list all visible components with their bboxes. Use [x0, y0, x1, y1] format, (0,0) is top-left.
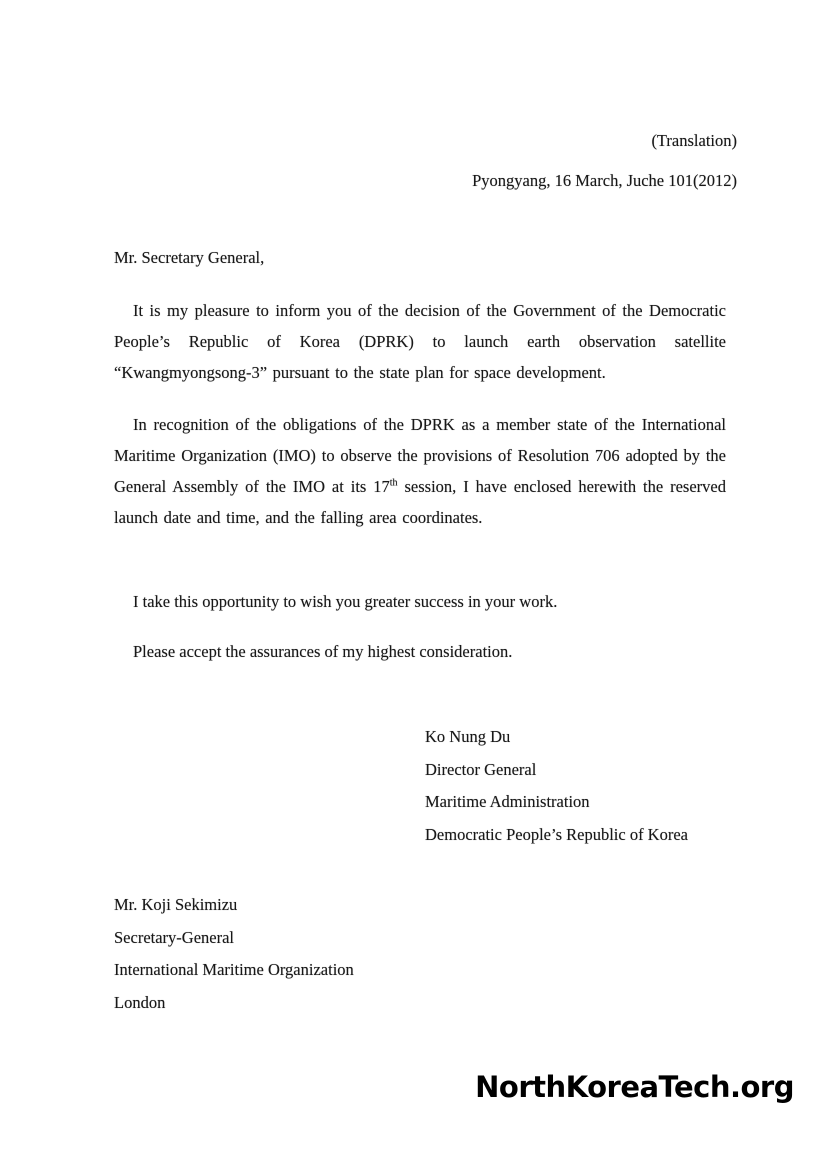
translation-label: (Translation) [651, 131, 737, 150]
paragraph-well-wishes: I take this opportunity to wish you greater success in your work. [133, 592, 558, 611]
salutation: Mr. Secretary General, [114, 248, 265, 267]
dateline: Pyongyang, 16 March, Juche 101(2012) [472, 171, 737, 190]
recipient-city: London [114, 992, 166, 1012]
paragraph-imo-obligations-text-after: session, I have enclosed herewith the reserved launch date and time, and the falling area coordinates. [114, 477, 726, 527]
signer-title: Director General [425, 759, 537, 779]
recipient-block [114, 889, 354, 1019]
recipient-name: Mr. Koji Sekimizu [114, 895, 238, 914]
signer-name: Ko Nung Du [425, 727, 511, 746]
ordinal-superscript: th [389, 477, 398, 489]
signature-block [425, 721, 688, 851]
paragraph-launch-announcement: It is my pleasure to inform you of the decision of the Government of the Democratic People’s Republic of Korea (DPRK) to launch earth observation satellite “Kwangmyongsong-3” pursuant to the state plan for space development. [114, 301, 726, 382]
paragraph-imo-obligations [114, 409, 726, 533]
signer-organization: Maritime Administration [425, 792, 590, 811]
paragraph-imo-obligations-text-before: In recognition of the obligations of the DPRK as a member state of the International Maritime Organization (IMO) to observe the provisions of Resolution 706 adopted by the General Assembly of the IMO at its 17 [114, 415, 726, 496]
signer-country: Democratic People’s Republic of Korea [425, 824, 688, 844]
recipient-organization: International Maritime Organization [114, 960, 354, 979]
watermark-northkoreatech: NorthKoreaTech.org [475, 1070, 794, 1104]
recipient-title: Secretary-General [114, 927, 235, 947]
paragraph-closing: Please accept the assurances of my highest consideration. [133, 642, 513, 661]
